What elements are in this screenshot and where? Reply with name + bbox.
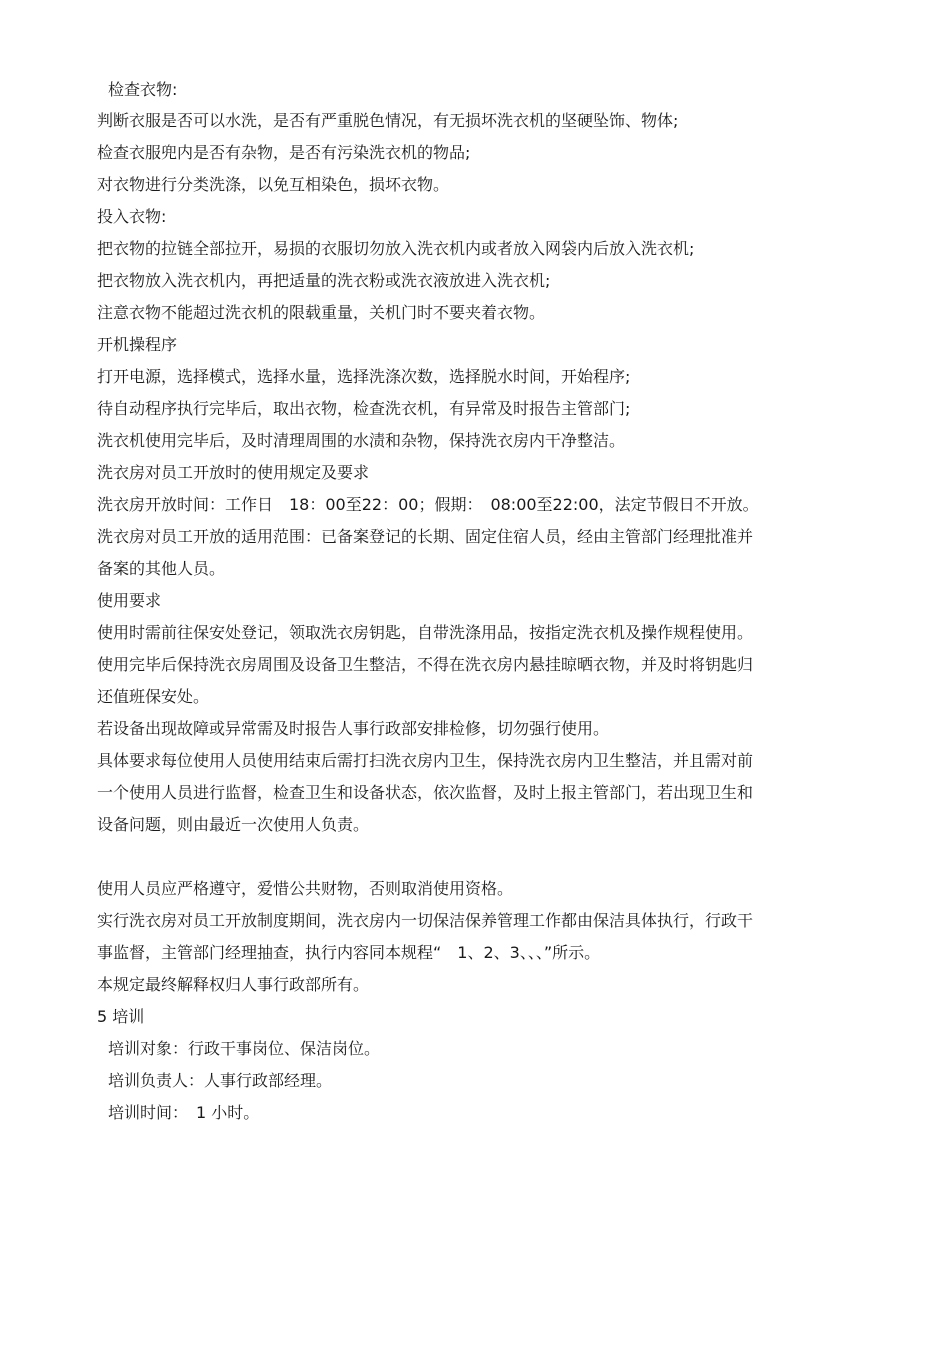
text-line: 培训负责人：人事行政部经理。 <box>108 1071 333 1090</box>
text-line: 本规定最终解释权归人事行政部所有。 <box>97 975 370 994</box>
heading-start-program: 开机操程序 <box>97 335 178 354</box>
text-line: 打开电源，选择模式，选择水量，选择洗涤次数，选择脱水时间，开始程序; <box>97 367 631 386</box>
text-line: 具体要求每位使用人员使用结束后需打扫洗衣房内卫生，保持洗衣房内卫生整洁，并且需对前 <box>97 751 754 770</box>
text-line: 使用完毕后保持洗衣房周围及设备卫生整洁，不得在洗衣房内悬挂晾晒衣物，并及时将钥匙归 <box>97 655 754 674</box>
text-line: 一个使用人员进行监督，检查卫生和设备状态，依次监督，及时上报主管部门，若出现卫生和 <box>97 783 754 802</box>
text-line: 判断衣服是否可以水洗，是否有严重脱色情况，有无损坏洗衣机的坚硬坠饰、物体; <box>97 111 679 130</box>
text-line: 事监督，主管部门经理抽查，执行内容同本规程“ 1、2、3、、、”所示。 <box>97 943 601 962</box>
text-line: 使用时需前往保安处登记，领取洗衣房钥匙，自带洗涤用品，按指定洗衣机及操作规程使用。 <box>97 623 754 642</box>
text-line: 培训对象：行政干事岗位、保洁岗位。 <box>108 1039 381 1058</box>
text-line: 设备问题，则由最近一次使用人负责。 <box>97 815 370 834</box>
text-line: 若设备出现故障或异常需及时报告人事行政部安排检修，切勿强行使用。 <box>97 719 610 738</box>
text-line: 检查衣服兜内是否有杂物，是否有污染洗衣机的物品; <box>97 143 471 162</box>
text-line: 待自动程序执行完毕后，取出衣物，检查洗衣机，有异常及时报告主管部门; <box>97 399 631 418</box>
text-line: 洗衣机使用完毕后，及时清理周围的水渍和杂物，保持洗衣房内干净整洁。 <box>97 431 626 450</box>
text-line: 备案的其他人员。 <box>97 559 226 578</box>
heading-check-clothes: 检查衣物: <box>108 80 178 99</box>
text-line: 使用人员应严格遵守，爱惜公共财物，否则取消使用资格。 <box>97 879 514 898</box>
text-line: 洗衣房对员工开放的适用范围：已备案登记的长期、固定住宿人员，经由主管部门经理批准并 <box>97 527 754 546</box>
text-line: 对衣物进行分类洗涤，以免互相染色，损坏衣物。 <box>97 175 450 194</box>
text-line: 培训时间： 1 小时。 <box>108 1103 260 1122</box>
heading-training: 5 培训 <box>97 1007 145 1026</box>
text-line: 注意衣物不能超过洗衣机的限载重量，关机门时不要夹着衣物。 <box>97 303 546 322</box>
text-line: 实行洗衣房对员工开放制度期间，洗衣房内一切保洁保养管理工作都由保洁具体执行，行政干 <box>97 911 754 930</box>
text-line: 把衣物放入洗衣机内，再把适量的洗衣粉或洗衣液放进入洗衣机; <box>97 271 551 290</box>
heading-usage-rules: 洗衣房对员工开放时的使用规定及要求 <box>97 463 370 482</box>
text-line: 洗衣房开放时间：工作日 18：00至22：00；假期： 08:00至22:00，法定节假日不开放。 <box>97 495 759 514</box>
heading-load-clothes: 投入衣物: <box>97 207 167 226</box>
heading-usage-requirements: 使用要求 <box>97 591 162 610</box>
text-line: 还值班保安处。 <box>97 687 210 706</box>
text-line: 把衣物的拉链全部拉开，易损的衣服切勿放入洗衣机内或者放入网袋内后放入洗衣机; <box>97 239 695 258</box>
